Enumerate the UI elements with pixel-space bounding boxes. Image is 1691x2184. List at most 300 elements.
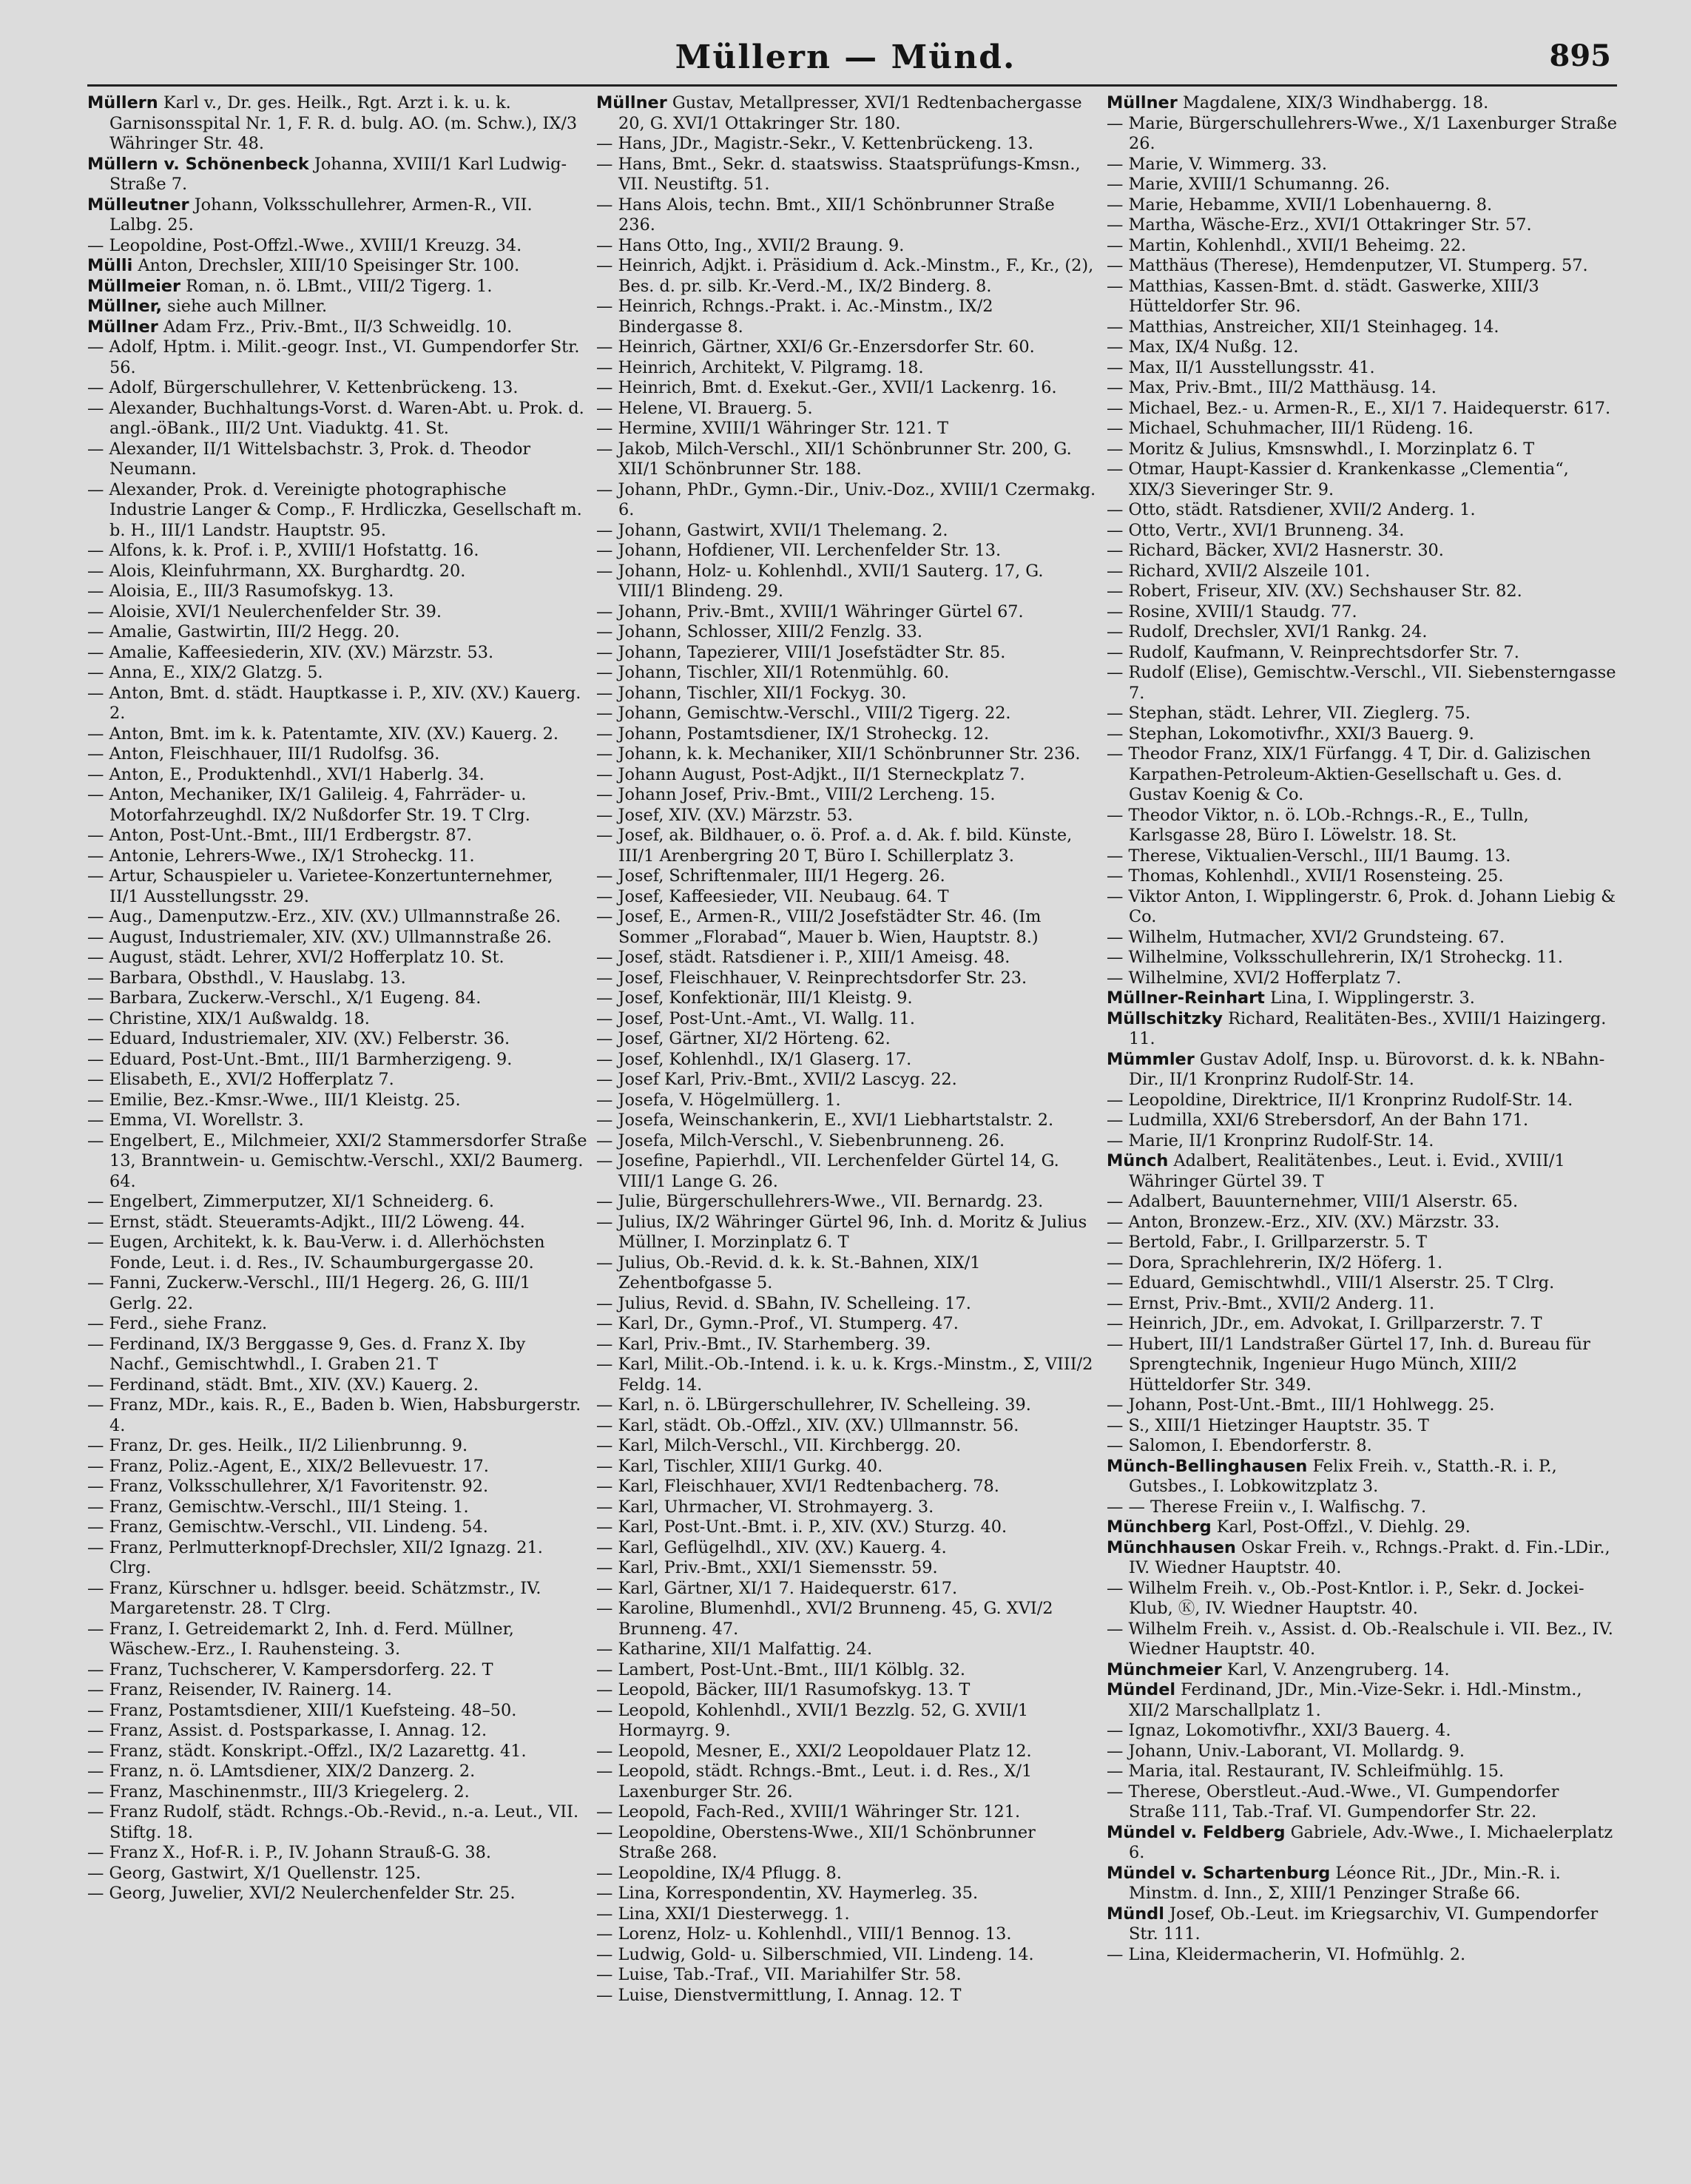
directory-entry [1107,622,1617,643]
entry-surname: Müllern v. Schönenbeck [87,154,309,174]
directory-entry [87,622,587,643]
directory-entry [596,684,1096,704]
directory-entry [87,1233,587,1273]
directory-entry [1107,1233,1617,1253]
directory-entry [87,378,587,399]
entry-text: — Anna, E., XIX/2 Glatzg. 5. [87,663,323,682]
entry-text: — Alexander, Buchhaltungs-Vorst. d. Waren-Abt. u. Prok. d. angl.-öBank., III/2 Unt. Viaduktg. 41. St. [87,398,584,438]
entry-text: — Max, II/1 Ausstellungsstr. 41. [1107,357,1375,377]
directory-entry [1107,1253,1617,1274]
directory-entry [596,1436,1096,1457]
entry-text: — Marie, Hebamme, XVII/1 Lobenhauerng. 8. [1107,195,1493,215]
directory-entry [87,1436,587,1457]
entry-text: — Franz, Gemischtw.-Verschl., VII. Lindeng. 54. [87,1517,488,1537]
entry-text: — Anton, Post-Unt.-Bmt., III/1 Erdbergstr. 87. [87,826,472,845]
entry-text: — Hans Otto, Ing., XVII/2 Braung. 9. [596,235,905,255]
directory-entry [1107,1497,1617,1518]
entry-text: — Karl, Fleischhauer, XVI/1 Redtenbacherg. 78. [596,1477,999,1496]
directory-entry [87,765,587,786]
entry-text: — Julie, Bürgerschullehrers-Wwe., VII. Bernardg. 23. [596,1192,1044,1211]
entry-text: — Salomon, I. Ebendorferstr. 8. [1107,1436,1372,1455]
directory-entry [87,155,587,195]
entry-text: — Anton, E., Produktenhdl., XVI/1 Haberlg. 34. [87,764,485,784]
directory-entry [1107,1009,1617,1050]
directory-entry [87,1762,587,1782]
directory-entry [1107,1457,1617,1497]
entry-text: — Josefa, Milch-Verschl., V. Siebenbrunneng. 26. [596,1130,1005,1150]
entry-text: — Johann, Holz- u. Kohlenhdl., XVII/1 Sauterg. 17, G. VIII/1 Blindeng. 29. [596,561,1044,601]
entry-text: — Franz, Perlmutterknopf-Drechsler, XII/2 Ignazg. 21. Clrg. [87,1537,543,1577]
entry-surname: Mündl [1107,1904,1164,1924]
directory-entry [87,948,587,968]
directory-entry [1107,175,1617,195]
entry-text: — Franz, Maschinenmstr., III/3 Kriegelerg. 2. [87,1782,470,1802]
directory-entry [596,1864,1096,1884]
entry-text: — Anton, Bmt. d. städt. Hauptkasse i. P., XIV. (XV.) Kauerg. 2. [87,683,581,723]
directory-entry [596,1192,1096,1213]
directory-entry [1107,236,1617,257]
entry-text: — Theodor Viktor, n. ö. LOb.-Rchngs.-R., E., Tulln, Karlsgasse 28, Büro I. Löwelstr. 18. St. [1107,805,1529,845]
entry-text: — Richard, XVII/2 Alszeile 101. [1107,561,1371,581]
entry-text: — Wilhelm, Hutmacher, XVI/2 Grundsteing. 67. [1107,927,1505,947]
entry-text: — Franz, Gemischtw.-Verschl., III/1 Steing. 1. [87,1497,469,1517]
directory-entry [1107,1273,1617,1294]
entry-text: — Josef Karl, Priv.-Bmt., XVII/2 Lascyg. 22. [596,1070,957,1089]
directory-entry [1107,562,1617,582]
directory-entry [87,277,587,297]
directory-entry [87,1843,587,1864]
entry-text: — Maria, ital. Restaurant, IV. Schleifmühlg. 15. [1107,1762,1505,1781]
entry-text: — Amalie, Kaffeesiederin, XIV. (XV.) Märzstr. 53. [87,642,494,662]
directory-entry [1107,114,1617,155]
directory-entry [87,1782,587,1803]
directory-entry [1107,1213,1617,1233]
entry-text: — Max, Priv.-Bmt., III/2 Matthäusg. 14. [1107,378,1437,397]
entry-text: — Stephan, städt. Lehrer, VII. Zieglerg. 75. [1107,704,1471,723]
column-right [1107,93,1617,2150]
directory-entry [87,1110,587,1131]
entry-text: Richard, Realitäten-Bes., XVIII/1 Haizingerg. 11. [1129,1008,1607,1048]
directory-entry [1107,1436,1617,1457]
directory-entry [596,1517,1096,1538]
entry-text: — Dora, Sprachlehrerin, IX/2 Höferg. 1. [1107,1253,1443,1273]
entry-text: — Elisabeth, E., XVI/2 Hofferplatz 7. [87,1070,394,1089]
directory-entry [1107,1110,1617,1131]
directory-entry [1107,663,1617,704]
entry-text: — Barbara, Zuckerw.-Verschl., X/1 Eugeng. 84. [87,988,482,1008]
directory-entry [87,1579,587,1620]
directory-entry [596,643,1096,664]
directory-entry [596,988,1096,1009]
directory-entry [596,1213,1096,1253]
entry-text: — Josef, städt. Ratsdiener i. P., XIII/1 Ameisg. 48. [596,948,1010,967]
page-number: 895 [1549,38,1611,73]
directory-entry [1107,93,1617,114]
entry-text: — Martha, Wäsche-Erz., XVI/1 Ottakringer Str. 57. [1107,215,1532,235]
directory-entry [1107,256,1617,277]
entry-text: — Franz, Dr. ges. Heilk., II/2 Lilienbrunng. 9. [87,1436,468,1455]
directory-entry [87,1314,587,1335]
entry-text: — Eduard, Industriemaler, XIV. (XV.) Felberstr. 36. [87,1029,510,1048]
directory-entry [596,907,1096,948]
directory-entry [1107,1782,1617,1823]
entry-text: — Ignaz, Lokomotivfhr., XXI/3 Bauerg. 4. [1107,1721,1451,1740]
directory-entry [596,93,1096,134]
entry-text: Adalbert, Realitätenbes., Leut. i. Evid., XVIII/1 Währinger Gürtel 39. T [1129,1151,1565,1191]
directory-entry [87,480,587,542]
entry-text: — Georg, Gastwirt, X/1 Quellenstr. 125. [87,1863,422,1883]
directory-entry [87,602,587,623]
entry-text: — Lina, XXI/1 Diesterwegg. 1. [596,1904,850,1924]
directory-entry [596,1416,1096,1437]
entry-text: — Alois, Kleinfuhrmann, XX. Burghardtg. 20. [87,561,466,581]
entry-text: — Josef, Gärtner, XI/2 Hörteng. 62. [596,1029,891,1048]
entry-text: — Emma, VI. Worellstr. 3. [87,1110,304,1130]
entry-text: — Aug., Damenputzw.-Erz., XIV. (XV.) Ullmannstraße 26. [87,907,561,926]
directory-entry [1107,887,1617,928]
entry-text: — Leopold, städt. Rchngs.-Bmt., Leut. i. d. Res., X/1 Laxenburger Str. 26. [596,1762,1033,1802]
entry-text: — Josef, Konfektionär, III/1 Kleistg. 9. [596,988,913,1008]
directory-entry [596,1965,1096,1986]
directory-entry [596,1904,1096,1925]
entry-text: — Richard, Bäcker, XVI/2 Hasnerstr. 30. [1107,541,1444,560]
directory-entry [87,562,587,582]
directory-entry [1107,643,1617,664]
directory-entry [87,337,587,378]
directory-entry [87,684,587,724]
entry-text: — Josef, Kohlenhdl., IX/1 Glaserg. 17. [596,1049,912,1069]
directory-entry [87,1050,587,1071]
directory-entry [87,1497,587,1518]
directory-entry [596,1009,1096,1030]
entry-text: Magdalene, XIX/3 Windhabergg. 18. [1177,93,1489,112]
directory-entry [596,1457,1096,1477]
directory-entry [1107,399,1617,419]
entry-text: Karl v., Dr. ges. Heilk., Rgt. Arzt i. k. u. k. Garnisonsspital Nr. 1, F. R. d. bulg. AO. (m. Schw.), IX/3 Währinger Str. 48. [109,93,578,153]
entry-text: Johann, Volksschullehrer, Armen-R., VII. Lalbg. 25. [109,195,533,235]
entry-text: — Hans, Bmt., Sekr. d. staatswiss. Staatsprüfungs-Kmsn., VII. Neustiftg. 51. [596,154,1081,194]
directory-entry [87,663,587,684]
directory-entry [1107,419,1617,439]
entry-text: — Matthias, Anstreicher, XII/1 Steinhageg. 14. [1107,317,1499,337]
entry-text: — Karl, Milit.-Ob.-Intend. i. k. u. k. Krgs.-Minstm., Σ, VIII/2 Feldg. 14. [596,1355,1093,1395]
entry-surname: Münchhausen [1107,1537,1236,1557]
entry-text: — Johann, Univ.-Laborant, VI. Mollardg. 9. [1107,1741,1465,1761]
entry-text: — Alexander, II/1 Wittelsbachstr. 3, Prok. d. Theodor Neumann. [87,439,531,479]
directory-entry [596,256,1096,297]
entry-text: — Josef, Schriftenmaler, III/1 Hegerg. 26. [596,866,945,886]
entry-text: — Karl, Post-Unt.-Bmt. i. P., XIV. (XV.) Sturzg. 40. [596,1517,1007,1537]
entry-text: — Julius, IX/2 Währinger Gürtel 96, Inh. d. Moritz & Julius Müllner, I. Morzinplatz 6. T [596,1212,1087,1252]
entry-text: — Heinrich, Rchngs.-Prakt. i. Ac.-Minstm., IX/2 Bindergasse 8. [596,297,993,337]
directory-entry [1107,1517,1617,1538]
directory-entry [1107,459,1617,500]
directory-entry [1107,724,1617,745]
directory-entry [87,236,587,257]
entry-text: — Karl, Tischler, XIII/1 Gurkg. 40. [596,1456,883,1476]
directory-entry [596,378,1096,399]
directory-entry [1107,378,1617,399]
entry-text: siehe auch Millner. [161,297,328,316]
entry-text: — Hans, JDr., Magistr.-Sekr., V. Kettenbrückeng. 13. [596,134,1033,153]
entry-text: — Hans Alois, techn. Bmt., XII/1 Schönbrunner Straße 236. [596,195,1055,235]
entry-text: — Therese, Oberstleut.-Aud.-Wwe., VI. Gumpendorfer Straße 111, Tab.-Traf. VI. Gumpendorfer Str. 22. [1107,1782,1559,1821]
directory-entry [1107,866,1617,887]
entry-text: — S., XIII/1 Hietzinger Hauptstr. 35. T [1107,1415,1429,1435]
entry-text: — Franz, Tuchscherer, V. Kampersdorferg. 22. T [87,1659,493,1679]
directory-entry [87,317,587,338]
entry-surname: Mündel v. Schartenburg [1107,1863,1331,1883]
directory-entry [596,1660,1096,1681]
directory-entry [1107,806,1617,846]
entry-text: — Otmar, Haupt-Kassier d. Krankenkasse „Clementia“, XIX/3 Sieveringer Str. 9. [1107,459,1569,499]
directory-entry [87,826,587,846]
entry-text: — Johann, Priv.-Bmt., XVIII/1 Währinger Gürtel 67. [596,601,1024,621]
entry-text: — Josefa, Weinschankerin, E., XVI/1 Liebhartstalstr. 2. [596,1110,1054,1130]
directory-entry [1107,1395,1617,1416]
entry-text: Gabriele, Adv.-Wwe., I. Michaelerplatz 6. [1129,1822,1613,1862]
entry-text: Lina, I. Wipplingerstr. 3. [1264,988,1475,1008]
directory-entry [87,1029,587,1050]
entry-text: — Johann, Tapezierer, VIII/1 Josefstädter Str. 85. [596,642,1006,662]
directory-entry [1107,1091,1617,1111]
directory-entry [1107,1721,1617,1742]
entry-text: — Johann, Schlosser, XIII/2 Fenzlg. 33. [596,622,922,641]
entry-text: — Johann, PhDr., Gymn.-Dir., Univ.-Doz., XVIII/1 Czermakg. 6. [596,479,1096,519]
entry-text: Gustav, Metallpresser, XVI/1 Redtenbachergasse 20, G. XVI/1 Ottakringer Str. 180. [618,93,1082,133]
entry-text: — Anton, Mechaniker, IX/1 Galileig. 4, Fahrräder- u. Motorfahrzeughdl. IX/2 Nußdorfer Str. 19. T Clrg. [87,785,530,825]
directory-entry [596,297,1096,337]
directory-entry [87,1864,587,1884]
directory-entry [87,1070,587,1091]
directory-entry [1107,195,1617,216]
directory-entry [87,1538,587,1579]
entry-text: Adam Frz., Priv.-Bmt., II/3 Schweidlg. 10. [158,317,513,337]
directory-entry [87,1517,587,1538]
entry-text: — Luise, Tab.-Traf., VII. Mariahilfer Str. 58. [596,1965,962,1984]
entry-text: Ferdinand, JDr., Min.-Vize-Sekr. i. Hdl.-Minstm., XII/2 Marschallplatz 1. [1129,1680,1582,1720]
directory-entry [1107,1151,1617,1192]
entry-text: — Karl, Gärtner, XI/1 7. Haidequerstr. 617. [596,1578,958,1598]
directory-entry [596,1314,1096,1335]
directory-entry [87,256,587,277]
entry-text: — Johann, Tischler, XII/1 Rotenmühlg. 60. [596,663,950,682]
entry-text: — Amalie, Gastwirtin, III/2 Hegg. 20. [87,622,400,641]
entry-text: Oskar Freih. v., Rchngs.-Prakt. d. Fin.-LDir., IV. Wiedner Hauptstr. 40. [1129,1537,1610,1577]
entry-surname: Mündel [1107,1680,1176,1699]
directory-entry [87,1721,587,1742]
directory-entry [596,1355,1096,1395]
entry-text: Karl, V. Anzengruberg. 14. [1221,1659,1450,1679]
directory-entry [596,521,1096,542]
directory-entry [596,541,1096,562]
entry-surname: Müllmeier [87,276,180,296]
entry-text: — Josef, XIV. (XV.) Märzstr. 53. [596,805,853,825]
directory-entry [1107,1904,1617,1945]
entry-text: — Jakob, Milch-Verschl., XII/1 Schönbrunner Str. 200, G. XII/1 Schönbrunner Str. 188. [596,439,1072,479]
directory-entry [1107,1823,1617,1864]
entry-text: — Moritz & Julius, Kmsnswhdl., I. Morzinplatz 6. T [1107,439,1535,459]
entry-text: — Franz, Postamtsdiener, XIII/1 Kuefsteing. 48–50. [87,1700,517,1720]
entry-text: — Thomas, Kohlenhdl., XVII/1 Rosensteing. 25. [1107,866,1504,886]
entry-text: — Johann, k. k. Mechaniker, XII/1 Schönbrunner Str. 236. [596,744,1081,764]
directory-entry [1107,1416,1617,1437]
directory-entry [87,928,587,948]
entry-text: — Leopoldine, Oberstens-Wwe., XII/1 Schönbrunner Straße 268. [596,1822,1036,1862]
directory-entry [1107,1314,1617,1335]
entry-text: Léonce Rit., JDr., Min.-R. i. Minstm. d. Inn., Σ, XIII/1 Penzinger Straße 66. [1129,1863,1561,1903]
directory-entry [87,1273,587,1314]
column-left [87,93,587,2150]
directory-entry [596,866,1096,887]
directory-entry [87,1620,587,1660]
directory-entry [596,1091,1096,1111]
directory-entry [596,785,1096,806]
entry-text: — Johann, Hofdiener, VII. Lerchenfelder Str. 13. [596,541,1002,560]
directory-entry [596,1477,1096,1497]
directory-entry [596,1802,1096,1823]
entry-surname: Müllner [87,317,158,337]
directory-entry [87,1335,587,1375]
directory-entry [87,399,587,439]
entry-text: — Eugen, Architekt, k. k. Bau-Verw. i. d. Allerhöchsten Fonde, Leut. i. d. Res., IV. Schaumburgergasse 20. [87,1233,545,1273]
directory-entry [596,602,1096,623]
entry-text: — Leopoldine, Direktrice, II/1 Kronprinz Rudolf-Str. 14. [1107,1090,1573,1110]
directory-entry [1107,1742,1617,1762]
entry-text: — Ernst, Priv.-Bmt., XVII/2 Anderg. 11. [1107,1293,1435,1313]
entry-text: — Adalbert, Bauunternehmer, VIII/1 Alserstr. 65. [1107,1192,1519,1211]
directory-entry [87,1009,587,1030]
entry-text: — Lambert, Post-Unt.-Bmt., III/1 Kölblg. 32. [596,1659,966,1679]
entry-text: Gustav Adolf, Insp. u. Bürovorst. d. k. k. NBahn-Dir., II/1 Kronprinz Rudolf-Str. 14. [1129,1049,1605,1089]
entry-surname: Mülleutner [87,195,189,215]
directory-entry [1107,337,1617,358]
entry-text: — Ferd., siehe Franz. [87,1314,268,1333]
directory-entry [1107,1192,1617,1213]
entry-text: — Johann Josef, Priv.-Bmt., VIII/2 Lercheng. 15. [596,785,996,804]
directory-entry [596,1945,1096,1966]
entry-text: — Leopold, Mesner, E., XXI/2 Leopoldauer Platz 12. [596,1741,1032,1761]
entry-text: — Lina, Korrespondentin, XV. Haymerleg. 35. [596,1884,979,1903]
entry-text: — Karl, Dr., Gymn.-Prof., VI. Stumperg. 47. [596,1314,959,1333]
entry-text: — Marie, Bürgerschullehrers-Wwe., X/1 Laxenburger Straße 26. [1107,113,1617,153]
directory-entry [87,907,587,928]
entry-text: — Marie, II/1 Kronprinz Rudolf-Str. 14. [1107,1130,1434,1150]
directory-entry [596,724,1096,745]
directory-entry [596,1884,1096,1904]
entry-text: — Johann, Post-Unt.-Bmt., III/1 Hohlwegg. 25. [1107,1395,1495,1415]
entry-text: — Barbara, Obsthdl., V. Hauslabg. 13. [87,968,406,988]
directory-entry [87,1802,587,1843]
entry-text: — Otto, städt. Ratsdiener, XVII/2 Anderg. 1. [1107,500,1476,519]
entry-text: — Johann, Gemischtw.-Verschl., VIII/2 Tigerg. 22. [596,704,1011,723]
entry-text: — Karl, Priv.-Bmt., IV. Starhemberg. 39. [596,1334,931,1354]
entry-text: — Wilhelmine, XVI/2 Hofferplatz 7. [1107,968,1402,988]
directory-entry [87,1091,587,1111]
entry-text: — Rosine, XVIII/1 Staudg. 77. [1107,601,1357,621]
directory-entry [596,1497,1096,1518]
directory-entry [596,744,1096,765]
directory-entry [596,663,1096,684]
entry-text: — Anton, Bmt. im k. k. Patentamte, XIV. (XV.) Kauerg. 2. [87,724,558,744]
entry-text: — Ferdinand, städt. Bmt., XIV. (XV.) Kauerg. 2. [87,1375,479,1395]
directory-entry [596,399,1096,419]
directory-entry [596,1294,1096,1315]
entry-text: — Otto, Vertr., XVI/1 Brunneng. 34. [1107,520,1405,540]
entry-surname: Müllner-Reinhart [1107,988,1265,1008]
entry-text: Josef, Ob.-Leut. im Kriegsarchiv, VI. Gumpendorfer Str. 111. [1129,1904,1599,1944]
entry-text: — Ludwig, Gold- u. Silberschmied, VII. Lindeng. 14. [596,1944,1034,1964]
entry-surname: Münchberg [1107,1517,1212,1537]
directory-entry [1107,1680,1617,1721]
directory-entry [596,1131,1096,1152]
entry-text: — Franz, städt. Konskript.-Offzl., IX/2 Lazarettg. 41. [87,1741,527,1761]
directory-entry [596,765,1096,786]
directory-entry [87,846,587,867]
directory-entry [596,480,1096,521]
entry-text: — Ferdinand, IX/3 Berggasse 9, Ges. d. Franz X. Iby Nachf., Gemischtwhdl., I. Graben 21. T [87,1334,526,1374]
entry-text: — Viktor Anton, I. Wipplingerstr. 6, Prok. d. Johann Liebig & Co. [1107,886,1616,926]
directory-entry [596,1050,1096,1071]
directory-entry [87,1884,587,1904]
directory-entry [1107,521,1617,542]
directory-entry [1107,439,1617,460]
directory-entry [596,1986,1096,2006]
entry-text: — Franz Rudolf, städt. Rchngs.-Ob.-Revid., n.-a. Leut., VII. Stiftg. 18. [87,1802,579,1842]
directory-entry [596,1924,1096,1945]
entry-text: — Julius, Ob.-Revid. d. k. k. St.-Bahnen, XIX/1 Zehentbofgasse 5. [596,1253,981,1292]
directory-entry [596,1680,1096,1701]
directory-entry [87,643,587,664]
directory-entry [1107,215,1617,236]
directory-entry [87,1457,587,1477]
entry-surname: Mündel v. Feldberg [1107,1822,1286,1842]
page-title: Müllern — Münd. [675,38,1016,76]
entry-text: — Josef, E., Armen-R., VIII/2 Josefstädter Str. 46. (Im Sommer „Florabad“, Mauer b. Wien, Hauptstr. 8.) [596,907,1042,947]
entry-text: Karl, Post-Offzl., V. Diehlg. 29. [1211,1517,1471,1537]
entry-text: — Bertold, Fabr., I. Grillparzerstr. 5. T [1107,1233,1428,1252]
directory-entry [87,1395,587,1436]
entry-text: — Marie, XVIII/1 Schumanng. 26. [1107,175,1391,194]
entry-text: — Karoline, Blumenhdl., XVI/2 Brunneng. 45, G. XVI/2 Brunneng. 47. [596,1599,1053,1639]
directory-entry [1107,1335,1617,1396]
entry-text: — Helene, VI. Brauerg. 5. [596,398,813,418]
directory-entry [596,826,1096,866]
entry-surname: Müllner [1107,93,1178,112]
entry-surname: Müllschitzky [1107,1008,1223,1028]
entry-surname: Münchmeier [1107,1659,1222,1679]
entry-text: — Rudolf, Drechsler, XVI/1 Rankg. 24. [1107,622,1428,641]
directory-entry [1107,846,1617,867]
directory-entry [87,439,587,480]
entry-text: — Franz, Reisender, IV. Rainerg. 14. [87,1680,392,1699]
entry-text: — Anton, Bronzew.-Erz., XIV. (XV.) Märzstr. 33. [1107,1212,1500,1232]
directory-entry [87,988,587,1009]
entry-text: — Georg, Juwelier, XVI/2 Neulerchenfelder Str. 25. [87,1884,516,1903]
entry-text: — Luise, Dienstvermittlung, I. Annag. 12. T [596,1985,962,2005]
directory-entry [596,1558,1096,1579]
entry-text: — Josef, Post-Unt.-Amt., VI. Wallg. 11. [596,1008,916,1028]
directory-entry [1107,155,1617,175]
entry-text: — Franz, Assist. d. Postsparkasse, I. Annag. 12. [87,1721,487,1740]
directory-entry [1107,317,1617,338]
entry-text: — Karl, Priv.-Bmt., XXI/1 Siemensstr. 59. [596,1558,938,1577]
entry-text: — Franz, Poliz.-Agent, E., XIX/2 Bellevuestr. 17. [87,1456,489,1476]
directory-entry [596,1253,1096,1294]
directory-entry [596,1395,1096,1416]
entry-text: — Engelbert, E., Milchmeier, XXI/2 Stammersdorfer Straße 13, Branntwein- u. Gemischtw.-Verschl., XXI/2 Baumerg. 64. [87,1130,587,1191]
entry-text: — Heinrich, JDr., em. Advokat, I. Grillparzerstr. 7. T [1107,1314,1542,1333]
